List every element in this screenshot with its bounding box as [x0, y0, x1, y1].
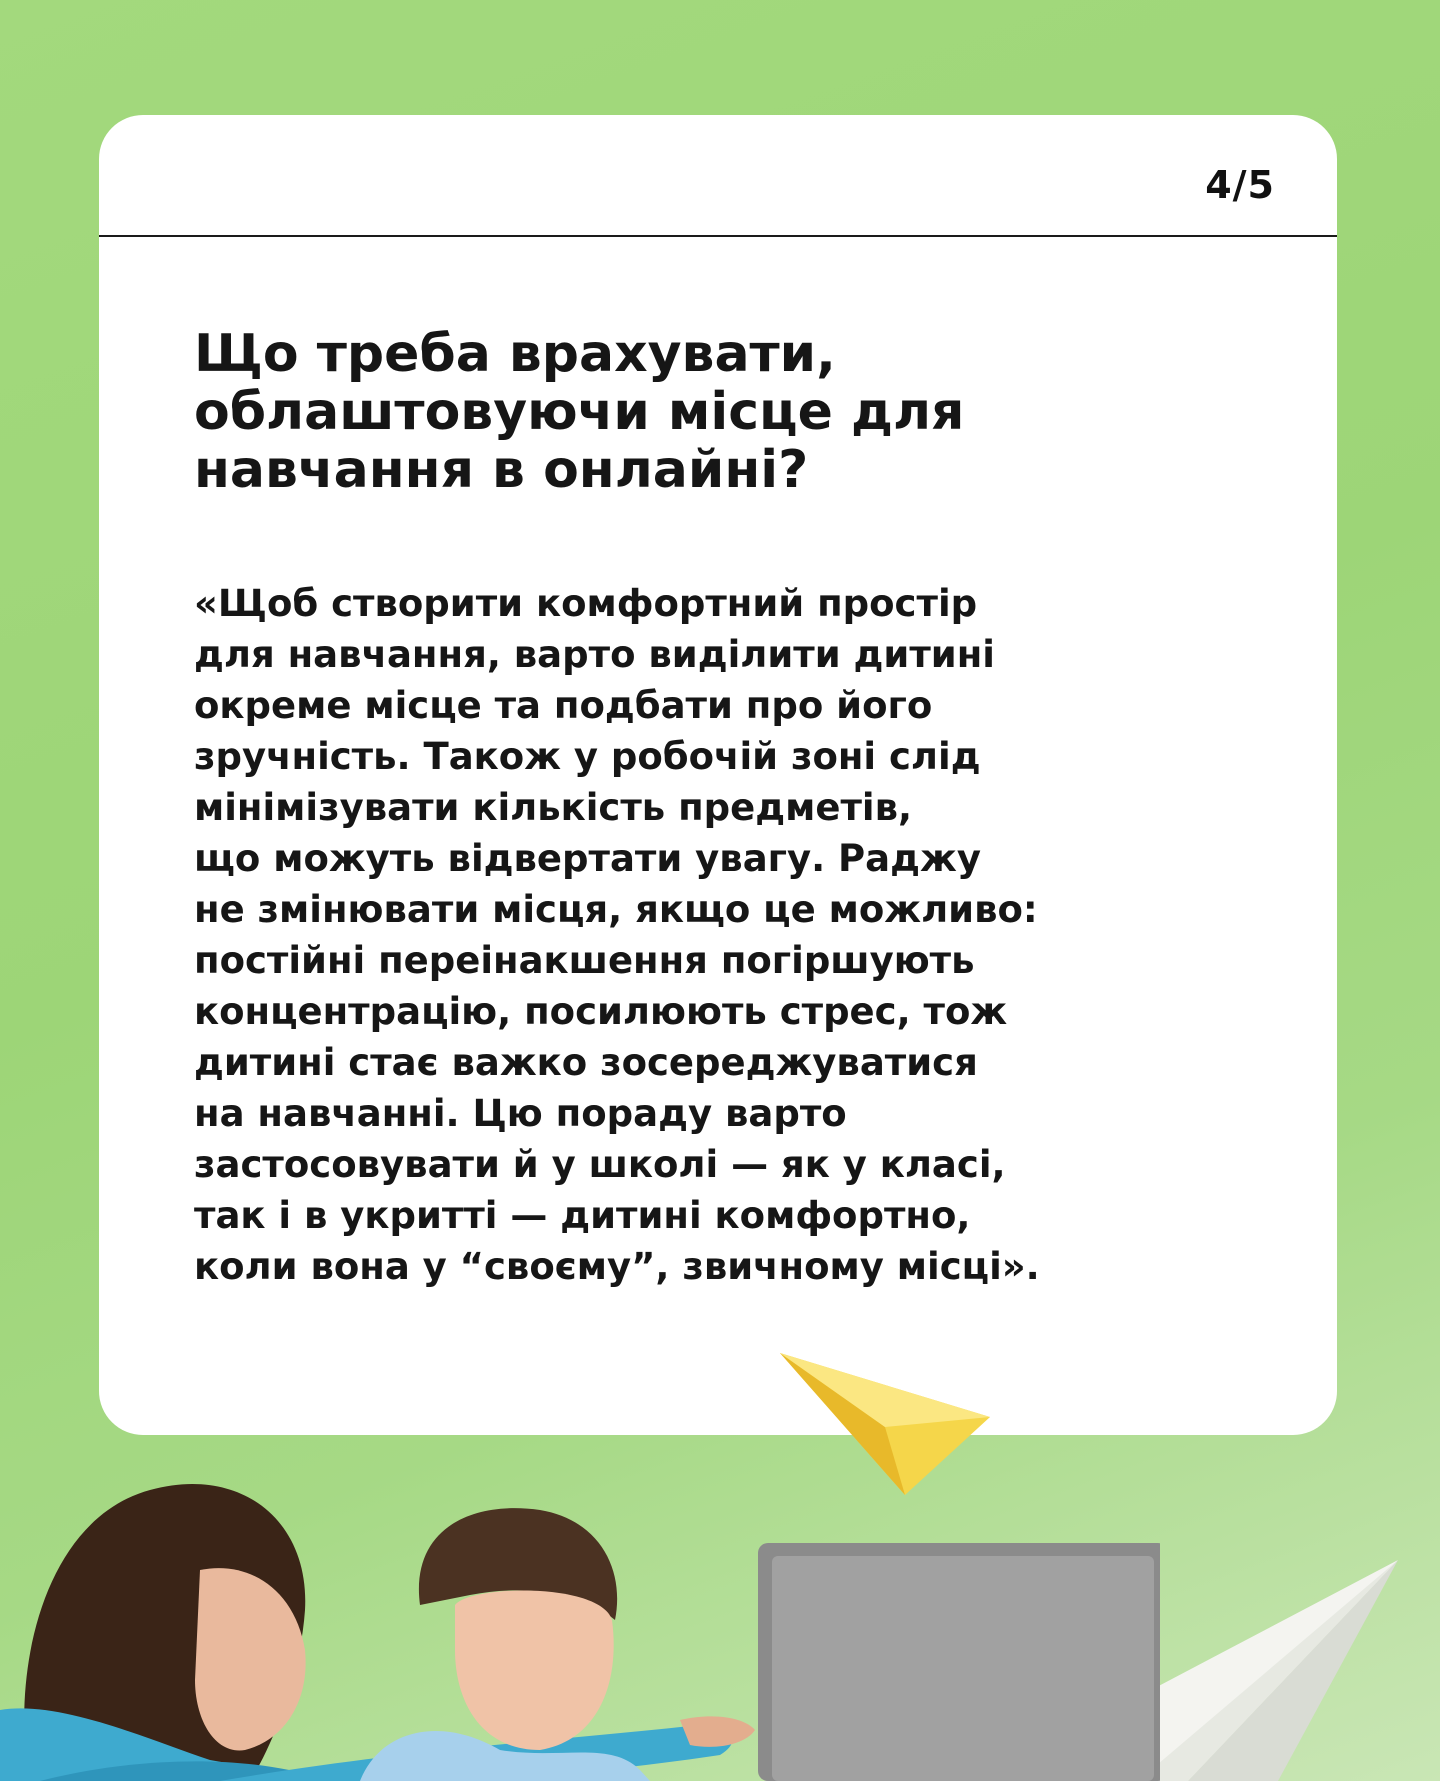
quote-text: «Щоб створити комфортний простір для навчання, варто виділити дитині окреме місце та подбати про його зручність. Також у робочій зоні слід мінімізувати кількість предметів, що можуть відвертати увагу. Раджу не змінювати місця, якщо це можливо: постійні переінакшення погіршують концентрацію, посилюють стрес, тож дитині стає важко зосереджуватися на навчанні. Цю пораду варто застосовувати й у школі — як у класі, так і в укритті — дитині комфортно, коли вона у “своєму”, звичному місці».	[194, 582, 1040, 1288]
page-counter: 4/5	[1205, 163, 1275, 207]
mother-and-son-at-laptop-photo	[0, 1320, 1160, 1781]
divider	[99, 235, 1337, 237]
heading: Що треба врахувати, облаштовуючи місце для навчання в онлайні?	[194, 324, 965, 500]
content-card	[99, 115, 1337, 1435]
